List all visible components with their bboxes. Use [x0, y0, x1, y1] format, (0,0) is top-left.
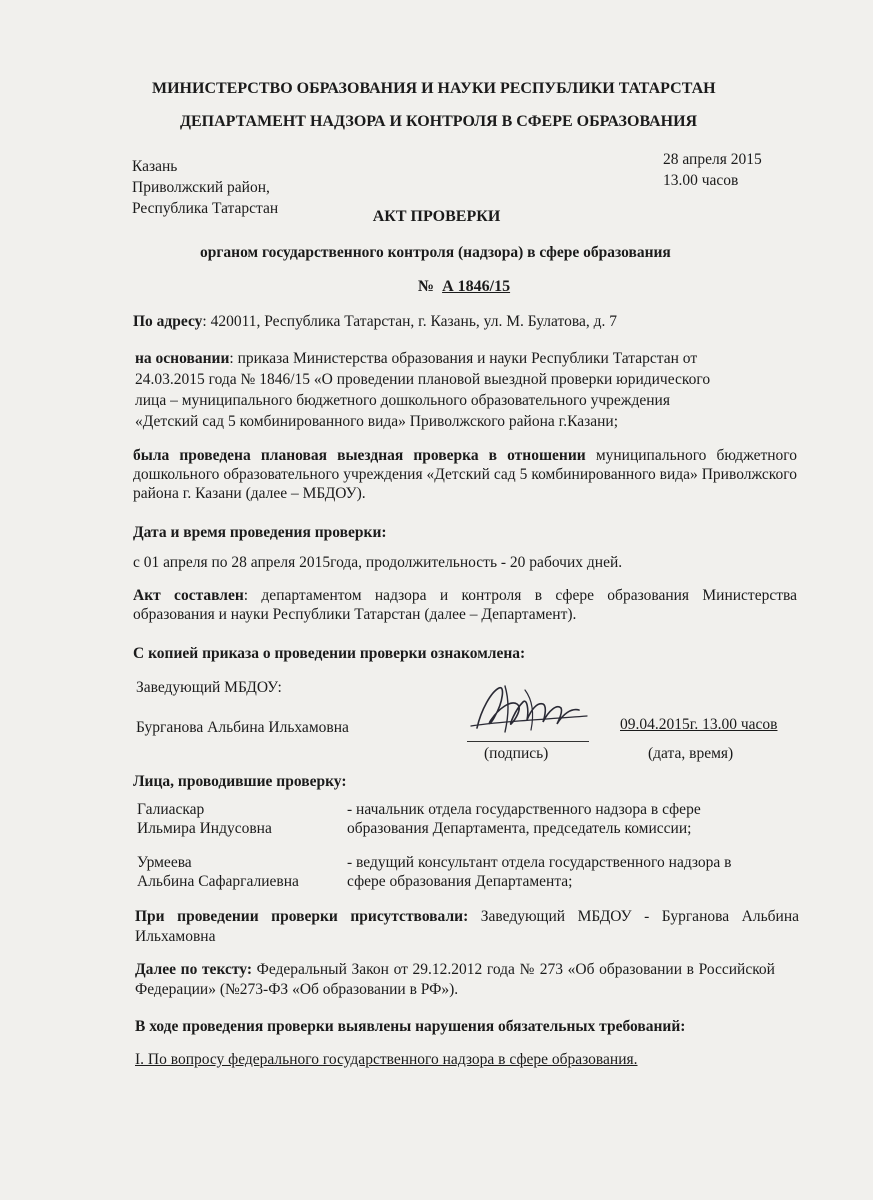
inspector-surname: Урмеева — [137, 854, 192, 871]
violations-section: I. По вопросу федерального государственного надзора в сфере образования. — [135, 1051, 638, 1068]
further-paragraph — [135, 960, 775, 1000]
inspectors-label: Лица, проводившие проверку: — [133, 773, 347, 790]
department-heading: ДЕПАРТАМЕНТ НАДЗОРА И КОНТРОЛЯ В СФЕРЕ ОБРАЗОВАНИЯ — [180, 113, 698, 130]
further-text: Федеральный Закон от 29.12.2012 года № 273 «Об образовании в Российской Федерации» (№273-ФЗ «Об образовании в РФ»). — [135, 961, 775, 998]
address-line — [133, 311, 617, 332]
inspector-role-line-2: сфере образования Департамента; — [347, 873, 573, 890]
head-name: Бурганова Альбина Ильхамовна — [136, 719, 349, 736]
inspector-given-name: Альбина Сафаргалиевна — [137, 873, 299, 890]
present-text: Заведующий МБДОУ - Бурганова Альбина Ильхамовна — [135, 908, 799, 945]
compiled-label: Акт составлен — [133, 587, 244, 604]
present-label: При проведении проверки присутствовали: — [135, 908, 469, 925]
datetime-block — [663, 149, 762, 191]
basis-line-1 — [135, 348, 710, 369]
basis-line-4: «Детский сад 5 комбинированного вида» Приволжского района г.Казани; — [135, 413, 619, 430]
address-text: : 420011, Республика Татарстан, г. Казань, ул. М. Булатова, д. 7 — [202, 313, 617, 330]
compiled-text: : департаментом надзора и контроля в сфере образования Министерства образования и науки Республики Татарстан (далее – Департамент). — [133, 587, 797, 623]
violations-label: В ходе проведения проверки выявлены нарушения обязательных требований: — [135, 1018, 686, 1035]
inspection-label: была проведена плановая выездная проверка в отношении — [133, 447, 586, 464]
signature-caption: (подпись) — [484, 745, 549, 762]
basis-line-3: лица – муниципального бюджетного дошкольного образовательного учреждения — [135, 392, 670, 409]
dates-label: Дата и время проведения проверки: — [133, 524, 387, 541]
head-position: Заведующий МБДОУ: — [136, 679, 282, 696]
inspector-2-name — [137, 853, 299, 891]
ministry-heading: МИНИСТЕРСТВО ОБРАЗОВАНИЯ И НАУКИ РЕСПУБЛИКИ ТАТАРСТАН — [152, 80, 716, 97]
dates-text: с 01 апреля по 28 апреля 2015года, продолжительность - 20 рабочих дней. — [133, 554, 623, 571]
signature-line — [467, 741, 589, 742]
inspector-role-line-1: - ведущий консультант отдела государственного надзора в — [347, 854, 732, 871]
place-district: Приволжский район, — [132, 179, 270, 196]
basis-line-2: 24.03.2015 года № 1846/15 «О проведении плановой выездной проверки юридического — [135, 371, 711, 388]
place-region: Республика Татарстан — [132, 200, 279, 217]
number-sign: № — [418, 278, 435, 295]
inspection-text: муниципального бюджетного дошкольного образовательного учреждения «Детский сад 5 комбинированного вида» Приволжского района г. Казани (далее – МБДОУ). — [133, 447, 798, 502]
further-label: Далее по тексту: — [135, 961, 252, 978]
inspector-given-name: Ильмира Индусовна — [137, 820, 272, 837]
document-date: 28 апреля 2015 — [663, 151, 762, 168]
inspector-role-line-1: - начальник отдела государственного надзора в сфере — [347, 801, 701, 818]
basis-block — [135, 348, 710, 432]
inspection-paragraph — [133, 446, 797, 503]
inspector-role-line-2: образования Департамента, председатель комиссии; — [347, 820, 692, 837]
inspector-1-name — [137, 800, 272, 838]
basis-label: на основании — [135, 350, 230, 367]
compiled-paragraph — [133, 586, 797, 624]
acquaint-date: 09.04.2015г. 13.00 часов — [620, 716, 778, 733]
place-city: Казань — [132, 158, 178, 175]
basis-text: : приказа Министерства образования и науки Республики Татарстан от — [229, 350, 698, 367]
act-number-value: А 1846/15 — [442, 278, 511, 295]
date-caption: (дата, время) — [648, 745, 734, 762]
acquainted-label: С копией приказа о проведении проверки ознакомлена: — [133, 645, 526, 662]
act-subtitle: органом государственного контроля (надзора) в сфере образования — [200, 244, 671, 261]
inspector-2-role — [347, 853, 732, 891]
act-title: АКТ ПРОВЕРКИ — [372, 208, 501, 225]
act-number — [418, 278, 510, 296]
inspector-surname: Галиаскар — [137, 801, 205, 818]
handwritten-signature — [465, 680, 595, 740]
document-time: 13.00 часов — [663, 172, 739, 189]
inspector-1-role — [347, 800, 701, 838]
present-paragraph — [135, 907, 799, 947]
address-label: По адресу — [133, 313, 203, 330]
